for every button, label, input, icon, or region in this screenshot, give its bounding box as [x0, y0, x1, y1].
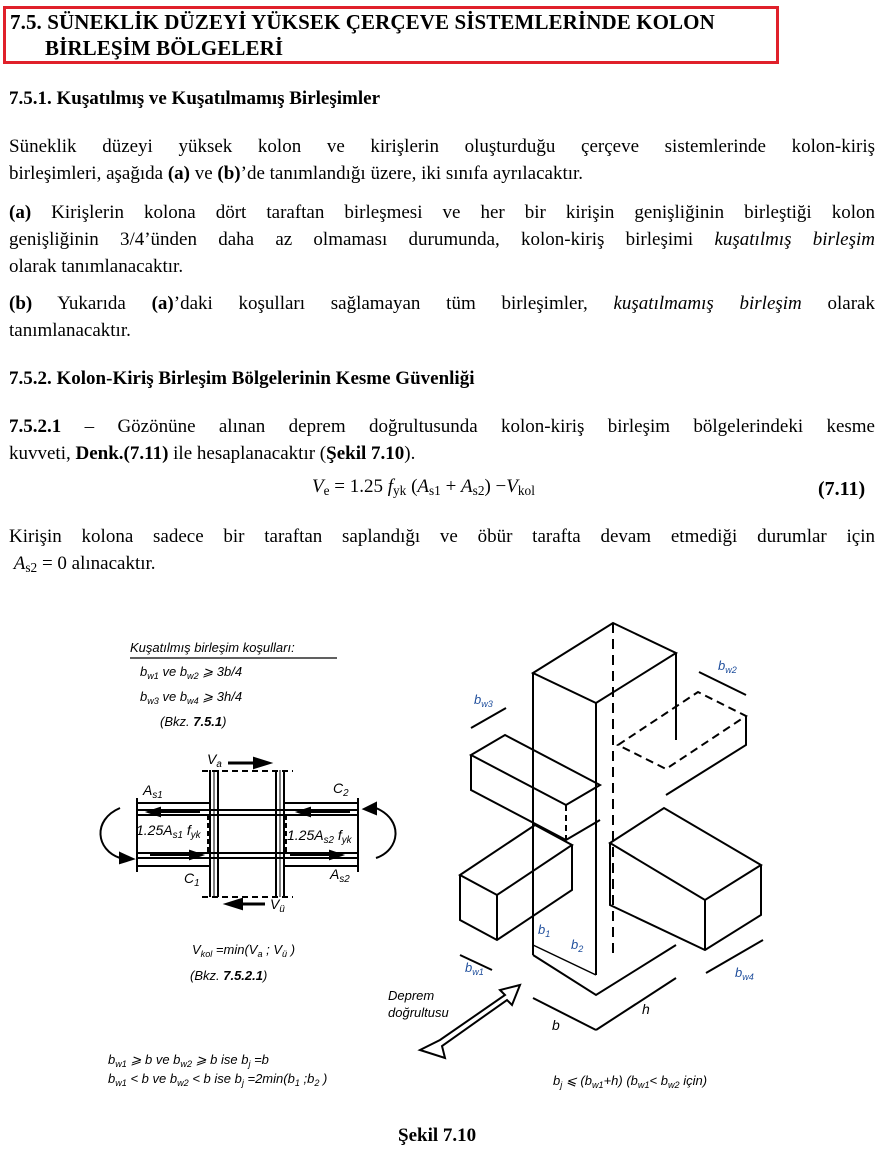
t: b	[140, 689, 148, 704]
text: birleşimleri, aşağıda	[9, 163, 168, 184]
t: )	[263, 968, 268, 983]
label-bw2	[718, 658, 737, 675]
subsection-heading-7-5-1: 7.5.1. Kuşatılmış ve Kuşatılmamış Birleşimler	[9, 88, 381, 109]
label-a: (a)	[9, 202, 32, 223]
label-bw4	[735, 965, 754, 982]
t: 7.5.2.1	[223, 968, 263, 983]
t: w2	[725, 665, 737, 675]
t: f	[182, 822, 191, 838]
t: =2min(b	[243, 1071, 295, 1086]
text: kuvveti,	[9, 443, 76, 464]
t: j	[241, 1078, 244, 1088]
ref-b: (b)	[217, 163, 241, 184]
t: w1	[591, 1080, 604, 1090]
t: b	[571, 937, 579, 952]
label-vu	[270, 896, 285, 915]
eq-v: V	[506, 476, 518, 497]
t: b	[553, 1073, 561, 1088]
text: Yukarıda	[32, 293, 152, 314]
label-h: h	[642, 1001, 650, 1017]
t: 1.25A	[287, 827, 324, 843]
section-title-line2: BİRLEŞİM BÖLGELERİ	[45, 36, 284, 60]
text: ve	[189, 163, 218, 184]
ref-a: (a)	[151, 293, 174, 314]
conditions-title: Kuşatılmış birleşim koşulları:	[130, 640, 295, 655]
clause-number: 7.5.2.1	[9, 416, 62, 437]
b-line-2: tanımlanacaktır.	[9, 320, 131, 341]
sym-a: A	[13, 553, 26, 574]
t: w1	[472, 967, 484, 977]
t: w4	[187, 696, 199, 706]
ref-a: (a)	[167, 163, 190, 184]
eq-sub: yk	[393, 483, 407, 498]
t: j	[248, 1059, 251, 1069]
t: yk	[341, 835, 352, 846]
label-b: b	[552, 1017, 560, 1033]
t: yk	[190, 830, 201, 841]
condition-2	[140, 689, 242, 706]
t: < b ve b	[126, 1071, 178, 1086]
t: ve b	[158, 689, 188, 704]
equation-number: (7.11)	[818, 478, 866, 500]
t: V	[207, 751, 217, 767]
condition-1	[140, 664, 242, 681]
sym-sub: s2	[25, 560, 38, 575]
t: A	[330, 866, 340, 882]
deprem-label-1: Deprem	[388, 988, 435, 1003]
label-c1	[184, 870, 200, 889]
t: ⩾ b ise b	[192, 1052, 249, 1067]
t: b	[474, 692, 482, 707]
t: )	[287, 942, 296, 957]
t: s2	[339, 874, 350, 885]
t: s2	[323, 835, 334, 846]
t: w1	[147, 671, 159, 681]
label-va	[207, 751, 222, 770]
rule-1	[108, 1052, 269, 1069]
t: V	[192, 942, 201, 957]
label-as1	[143, 782, 163, 801]
text: = 0 alınacaktır.	[37, 553, 156, 574]
t: j	[560, 1080, 563, 1090]
label-bw1	[465, 960, 484, 977]
figure-ref: Şekil 7.10	[326, 443, 405, 464]
t: ; V	[262, 942, 283, 957]
t: ⩾ 3b/4	[198, 664, 243, 679]
t: ;b	[299, 1071, 315, 1086]
t: ü	[282, 949, 288, 959]
t: ve b	[158, 664, 188, 679]
eq-text: +	[440, 476, 462, 497]
eq-a: A	[417, 476, 429, 497]
t: w1	[637, 1080, 650, 1090]
t: 1	[545, 929, 551, 939]
label-b1	[538, 922, 550, 939]
text: olarak	[801, 293, 875, 314]
t: < b ise b	[188, 1071, 242, 1086]
vkol-formula	[192, 942, 295, 959]
t: 2	[314, 1078, 320, 1088]
label-b: (b)	[9, 293, 33, 314]
t: =min(V	[212, 942, 258, 957]
eq-a: A	[461, 476, 473, 497]
eq-sub: e	[323, 483, 330, 498]
t: 1	[294, 1078, 300, 1088]
t: 7.5.1	[193, 714, 223, 729]
t: 2	[343, 788, 349, 799]
t: b	[735, 965, 743, 980]
joint-isometric-diagram	[420, 623, 763, 1058]
deprem-label-2: doğrultusu	[388, 1005, 449, 1020]
t: w2	[180, 1059, 193, 1069]
t: w1	[115, 1078, 127, 1088]
t: +h) (b	[603, 1073, 638, 1088]
eq-text: = 1.25	[329, 476, 388, 497]
rule-2	[108, 1071, 327, 1088]
t: w4	[742, 972, 754, 982]
text: ’de tanımlandığı üzere, iki sınıfa ayrılacaktır.	[240, 163, 584, 184]
text: – Gözönüne alınan deprem doğrultusunda kolon-kiriş birleşim bölgelerindeki kesme	[61, 416, 875, 437]
t: b	[108, 1052, 116, 1067]
t: ü	[279, 904, 285, 915]
t: kol	[200, 949, 213, 959]
label-b2	[571, 937, 583, 954]
term-kusatilmis: kuşatılmış birleşim	[714, 229, 876, 250]
t: C	[333, 780, 344, 796]
text: ’daki koşulları sağlamayan tüm birleşimler,	[173, 293, 614, 314]
t: w2	[667, 1080, 680, 1090]
t: s1	[152, 790, 163, 801]
t: f	[333, 827, 342, 843]
label-c2	[333, 780, 349, 799]
eq-text: (	[406, 476, 418, 497]
t: (Bkz.	[190, 968, 224, 983]
rule-3	[553, 1073, 707, 1090]
ref-7-5-1	[160, 714, 227, 729]
eq-ve: V	[312, 476, 324, 497]
t: w1	[115, 1059, 127, 1069]
t: w3	[481, 699, 493, 709]
t: ⩽ (b	[562, 1073, 592, 1088]
t: A	[143, 782, 153, 798]
t: 1	[194, 878, 200, 889]
t: )	[222, 714, 227, 729]
section-title-line1: 7.5. SÜNEKLİK DÜZEYİ YÜKSEK ÇERÇEVE SİSTEMLERİNDE KOLON	[10, 10, 715, 34]
eq-text: ) −	[484, 476, 507, 497]
t: için)	[679, 1073, 708, 1088]
label-force-2	[287, 827, 352, 846]
t: < b	[649, 1073, 668, 1088]
t: ⩾ b ve b	[126, 1052, 181, 1067]
t: w2	[187, 671, 199, 681]
equation-ref: Denk.(7.11)	[75, 443, 169, 464]
label-bw3	[474, 692, 493, 709]
text: ile hesaplanacaktır (	[168, 443, 327, 464]
figure-caption: Şekil 7.10	[398, 1125, 477, 1146]
t: ⩾ 3h/4	[198, 689, 243, 704]
t: b	[718, 658, 726, 673]
t: =b	[250, 1052, 269, 1067]
t: b	[108, 1071, 116, 1086]
t: a	[216, 759, 222, 770]
a-line-3: olarak tanımlanacaktır.	[9, 256, 184, 277]
t: 2	[578, 944, 584, 954]
t: C	[184, 870, 195, 886]
intro-line-1: Süneklik düzeyi yüksek kolon ve kirişlerin oluşturduğu çerçeve sistemlerinde kolon-kiriş	[9, 136, 875, 157]
t: b	[140, 664, 148, 679]
label-as2	[330, 866, 350, 885]
text: ).	[404, 443, 416, 464]
t: a	[257, 949, 263, 959]
text: Kirişlerin kolona dört taraftan birleşmesi ve her bir kirişin genişliğinin birleştiği kolon	[31, 202, 875, 223]
subsection-heading-7-5-2: 7.5.2. Kolon-Kiriş Birleşim Bölgelerinin Kesme Güvenliği	[9, 368, 475, 389]
label-force-1	[136, 822, 201, 841]
t: b	[538, 922, 546, 937]
t: s1	[172, 830, 183, 841]
t: 1.25A	[136, 822, 173, 838]
t: )	[319, 1071, 328, 1086]
t: w3	[147, 696, 159, 706]
t: b	[465, 960, 473, 975]
eq-sub: s1	[429, 483, 441, 498]
t: V	[270, 896, 280, 912]
eq-sub: s2	[472, 483, 485, 498]
text: genişliğinin 3/4’ünden daha az olmaması durumunda, kolon-kiriş birleşimi	[9, 229, 715, 250]
eq-f: f	[387, 476, 394, 497]
term-kusatilmamis: kuşatılmamış birleşim	[613, 293, 802, 314]
p2-line-1: Kirişin kolona sadece bir taraftan saplandığı ve öbür tarafta devam etmediği durumlar için	[9, 526, 875, 547]
t: w2	[177, 1078, 189, 1088]
eq-sub: kol	[517, 483, 535, 498]
ref-7-5-2-1	[190, 968, 267, 983]
t: (Bkz.	[160, 714, 194, 729]
